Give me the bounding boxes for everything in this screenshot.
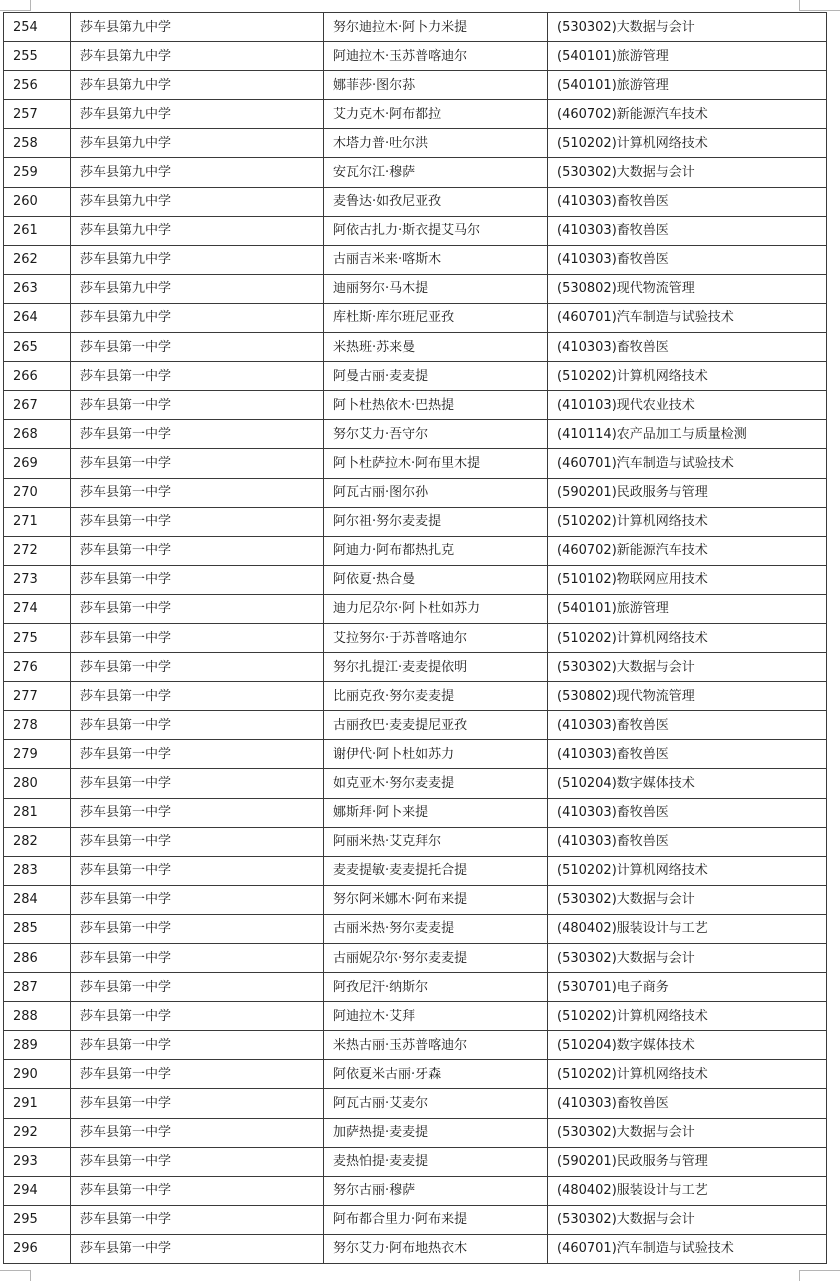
major-name: (530302)大数据与会计	[548, 653, 827, 682]
major-name: (540101)旅游管理	[548, 42, 827, 71]
school-name: 莎车县第一中学	[71, 1205, 324, 1234]
major-name: (530802)现代物流管理	[548, 682, 827, 711]
major-name: (460701)汽车制造与试验技术	[548, 449, 827, 478]
student-name: 阿瓦古丽·艾麦尔	[324, 1089, 548, 1118]
student-name: 阿瓦古丽·图尔孙	[324, 478, 548, 507]
table-row	[4, 420, 827, 449]
table-row	[4, 653, 827, 682]
school-name: 莎车县第一中学	[71, 769, 324, 798]
table-row	[4, 1205, 827, 1234]
row-number: 263	[4, 274, 71, 303]
student-name: 古丽米热·努尔麦麦提	[324, 914, 548, 943]
table-row	[4, 1234, 827, 1263]
table-row	[4, 1089, 827, 1118]
row-number: 259	[4, 158, 71, 187]
table-row	[4, 216, 827, 245]
row-number: 274	[4, 594, 71, 623]
student-name: 努尔艾力·吾守尔	[324, 420, 548, 449]
row-number: 275	[4, 623, 71, 652]
row-number: 285	[4, 914, 71, 943]
student-name: 阿曼古丽·麦麦提	[324, 362, 548, 391]
student-name: 艾拉努尔·于苏普喀迪尔	[324, 623, 548, 652]
major-name: (410303)畜牧兽医	[548, 216, 827, 245]
table-row	[4, 1176, 827, 1205]
table-row	[4, 449, 827, 478]
student-name: 如克亚木·努尔麦麦提	[324, 769, 548, 798]
table-row	[4, 478, 827, 507]
table-row	[4, 187, 827, 216]
student-name: 努尔扎提江·麦麦提依明	[324, 653, 548, 682]
table-row	[4, 594, 827, 623]
table-row	[4, 565, 827, 594]
row-number: 277	[4, 682, 71, 711]
school-name: 莎车县第一中学	[71, 856, 324, 885]
table-row	[4, 362, 827, 391]
school-name: 莎车县第一中学	[71, 333, 324, 362]
row-number: 296	[4, 1234, 71, 1263]
table-row	[4, 129, 827, 158]
major-name: (480402)服装设计与工艺	[548, 1176, 827, 1205]
row-number: 272	[4, 536, 71, 565]
row-number: 292	[4, 1118, 71, 1147]
student-name: 安瓦尔江·穆萨	[324, 158, 548, 187]
major-name: (410303)畜牧兽医	[548, 1089, 827, 1118]
row-number: 289	[4, 1031, 71, 1060]
major-name: (510202)计算机网络技术	[548, 362, 827, 391]
row-number: 270	[4, 478, 71, 507]
row-number: 291	[4, 1089, 71, 1118]
table-row	[4, 507, 827, 536]
school-name: 莎车县第一中学	[71, 623, 324, 652]
school-name: 莎车县第一中学	[71, 594, 324, 623]
roster-body	[4, 13, 827, 1264]
school-name: 莎车县第一中学	[71, 1176, 324, 1205]
major-name: (590201)民政服务与管理	[548, 1147, 827, 1176]
table-row	[4, 1031, 827, 1060]
row-number: 288	[4, 1002, 71, 1031]
school-name: 莎车县第九中学	[71, 245, 324, 274]
table-row	[4, 158, 827, 187]
row-number: 290	[4, 1060, 71, 1089]
major-name: (530302)大数据与会计	[548, 885, 827, 914]
student-name: 努尔迪拉木·阿卜力米提	[324, 13, 548, 42]
major-name: (530302)大数据与会计	[548, 944, 827, 973]
major-name: (530802)现代物流管理	[548, 274, 827, 303]
table-row	[4, 1147, 827, 1176]
school-name: 莎车县第一中学	[71, 449, 324, 478]
student-name: 阿卜杜热依木·巴热提	[324, 391, 548, 420]
student-name: 努尔古丽·穆萨	[324, 1176, 548, 1205]
table-row	[4, 245, 827, 274]
table-row	[4, 536, 827, 565]
row-number: 282	[4, 827, 71, 856]
major-name: (510202)计算机网络技术	[548, 856, 827, 885]
row-number: 269	[4, 449, 71, 478]
row-number: 271	[4, 507, 71, 536]
major-name: (410103)现代农业技术	[548, 391, 827, 420]
school-name: 莎车县第一中学	[71, 944, 324, 973]
major-name: (460701)汽车制造与试验技术	[548, 1234, 827, 1263]
student-name: 米热古丽·玉苏普喀迪尔	[324, 1031, 548, 1060]
school-name: 莎车县第一中学	[71, 362, 324, 391]
row-number: 294	[4, 1176, 71, 1205]
major-name: (530302)大数据与会计	[548, 1205, 827, 1234]
school-name: 莎车县第一中学	[71, 1147, 324, 1176]
school-name: 莎车县第一中学	[71, 1089, 324, 1118]
row-number: 255	[4, 42, 71, 71]
table-row	[4, 42, 827, 71]
table-row	[4, 391, 827, 420]
school-name: 莎车县第一中学	[71, 827, 324, 856]
student-name: 阿迪力·阿布都热扎克	[324, 536, 548, 565]
student-name: 迪力尼尕尔·阿卜杜如苏力	[324, 594, 548, 623]
table-row	[4, 827, 827, 856]
school-name: 莎车县第一中学	[71, 565, 324, 594]
major-name: (510204)数字媒体技术	[548, 1031, 827, 1060]
corner-mark-bottom-left	[0, 1270, 31, 1281]
table-row	[4, 914, 827, 943]
student-name: 阿依夏米古丽·牙森	[324, 1060, 548, 1089]
major-name: (410303)畜牧兽医	[548, 798, 827, 827]
school-name: 莎车县第一中学	[71, 1118, 324, 1147]
table-row	[4, 623, 827, 652]
student-name: 古丽妮尕尔·努尔麦麦提	[324, 944, 548, 973]
student-name: 阿依夏·热合曼	[324, 565, 548, 594]
row-number: 276	[4, 653, 71, 682]
student-name: 麦鲁达·如孜尼亚孜	[324, 187, 548, 216]
row-number: 295	[4, 1205, 71, 1234]
table-row	[4, 711, 827, 740]
school-name: 莎车县第一中学	[71, 1002, 324, 1031]
major-name: (460702)新能源汽车技术	[548, 536, 827, 565]
student-name: 加萨热提·麦麦提	[324, 1118, 548, 1147]
student-name: 阿依古扎力·斯衣提艾马尔	[324, 216, 548, 245]
student-name: 古丽吉米来·喀斯木	[324, 245, 548, 274]
school-name: 莎车县第九中学	[71, 303, 324, 332]
school-name: 莎车县第一中学	[71, 711, 324, 740]
student-name: 谢伊代·阿卜杜如苏力	[324, 740, 548, 769]
row-number: 265	[4, 333, 71, 362]
row-number: 262	[4, 245, 71, 274]
school-name: 莎车县第一中学	[71, 973, 324, 1002]
major-name: (410303)畜牧兽医	[548, 333, 827, 362]
row-number: 260	[4, 187, 71, 216]
row-number: 284	[4, 885, 71, 914]
table-row	[4, 944, 827, 973]
major-name: (510202)计算机网络技术	[548, 129, 827, 158]
school-name: 莎车县第一中学	[71, 507, 324, 536]
table-row	[4, 973, 827, 1002]
row-number: 257	[4, 100, 71, 129]
row-number: 278	[4, 711, 71, 740]
student-name: 努尔艾力·阿布地热衣木	[324, 1234, 548, 1263]
student-name: 米热班·苏来曼	[324, 333, 548, 362]
row-number: 267	[4, 391, 71, 420]
student-name: 努尔阿米娜木·阿布来提	[324, 885, 548, 914]
major-name: (540101)旅游管理	[548, 71, 827, 100]
student-name: 比丽克孜·努尔麦麦提	[324, 682, 548, 711]
school-name: 莎车县第一中学	[71, 391, 324, 420]
table-row	[4, 1002, 827, 1031]
student-roster-table	[3, 12, 827, 1264]
school-name: 莎车县第九中学	[71, 71, 324, 100]
school-name: 莎车县第九中学	[71, 100, 324, 129]
major-name: (510102)物联网应用技术	[548, 565, 827, 594]
row-number: 280	[4, 769, 71, 798]
student-name: 阿卜杜萨拉木·阿布里木提	[324, 449, 548, 478]
table-row	[4, 71, 827, 100]
table-row	[4, 274, 827, 303]
row-number: 281	[4, 798, 71, 827]
school-name: 莎车县第一中学	[71, 1031, 324, 1060]
row-number: 283	[4, 856, 71, 885]
student-name: 古丽孜巴·麦麦提尼亚孜	[324, 711, 548, 740]
school-name: 莎车县第一中学	[71, 653, 324, 682]
row-number: 293	[4, 1147, 71, 1176]
school-name: 莎车县第一中学	[71, 478, 324, 507]
major-name: (530302)大数据与会计	[548, 1118, 827, 1147]
major-name: (410303)畜牧兽医	[548, 740, 827, 769]
major-name: (510204)数字媒体技术	[548, 769, 827, 798]
table-row	[4, 682, 827, 711]
table-row	[4, 333, 827, 362]
row-number: 264	[4, 303, 71, 332]
major-name: (410114)农产品加工与质量检测	[548, 420, 827, 449]
student-name: 阿丽米热·艾克拜尔	[324, 827, 548, 856]
table-row	[4, 885, 827, 914]
major-name: (410303)畜牧兽医	[548, 187, 827, 216]
student-name: 木塔力普·吐尔洪	[324, 129, 548, 158]
student-name: 迪丽努尔·马木提	[324, 274, 548, 303]
school-name: 莎车县第九中学	[71, 274, 324, 303]
row-number: 256	[4, 71, 71, 100]
student-name: 娜菲莎·图尔荪	[324, 71, 548, 100]
school-name: 莎车县第一中学	[71, 885, 324, 914]
major-name: (510202)计算机网络技术	[548, 507, 827, 536]
student-name: 阿布都合里力·阿布来提	[324, 1205, 548, 1234]
school-name: 莎车县第九中学	[71, 42, 324, 71]
school-name: 莎车县第一中学	[71, 682, 324, 711]
student-name: 阿孜尼汗·纳斯尔	[324, 973, 548, 1002]
row-number: 254	[4, 13, 71, 42]
major-name: (410303)畜牧兽医	[548, 827, 827, 856]
school-name: 莎车县第九中学	[71, 129, 324, 158]
school-name: 莎车县第九中学	[71, 187, 324, 216]
table-row	[4, 856, 827, 885]
student-name: 阿迪拉木·艾拜	[324, 1002, 548, 1031]
table-row	[4, 100, 827, 129]
row-number: 273	[4, 565, 71, 594]
major-name: (480402)服装设计与工艺	[548, 914, 827, 943]
major-name: (510202)计算机网络技术	[548, 1060, 827, 1089]
school-name: 莎车县第一中学	[71, 536, 324, 565]
table-row	[4, 13, 827, 42]
row-number: 261	[4, 216, 71, 245]
table-row	[4, 303, 827, 332]
corner-mark-bottom-right	[799, 1270, 840, 1281]
school-name: 莎车县第一中学	[71, 740, 324, 769]
major-name: (530701)电子商务	[548, 973, 827, 1002]
major-name: (590201)民政服务与管理	[548, 478, 827, 507]
student-name: 阿迪拉木·玉苏普喀迪尔	[324, 42, 548, 71]
major-name: (460701)汽车制造与试验技术	[548, 303, 827, 332]
major-name: (410303)畜牧兽医	[548, 711, 827, 740]
school-name: 莎车县第九中学	[71, 158, 324, 187]
major-name: (510202)计算机网络技术	[548, 1002, 827, 1031]
major-name: (410303)畜牧兽医	[548, 245, 827, 274]
table-row	[4, 1060, 827, 1089]
school-name: 莎车县第一中学	[71, 1234, 324, 1263]
school-name: 莎车县第九中学	[71, 216, 324, 245]
student-name: 麦热怕提·麦麦提	[324, 1147, 548, 1176]
row-number: 287	[4, 973, 71, 1002]
student-name: 艾力克木·阿布都拉	[324, 100, 548, 129]
major-name: (530302)大数据与会计	[548, 158, 827, 187]
row-number: 268	[4, 420, 71, 449]
table-row	[4, 740, 827, 769]
row-number: 258	[4, 129, 71, 158]
student-name: 库杜斯·库尔班尼亚孜	[324, 303, 548, 332]
row-number: 279	[4, 740, 71, 769]
school-name: 莎车县第一中学	[71, 420, 324, 449]
row-number: 266	[4, 362, 71, 391]
student-name: 麦麦提敏·麦麦提托合提	[324, 856, 548, 885]
major-name: (540101)旅游管理	[548, 594, 827, 623]
school-name: 莎车县第一中学	[71, 914, 324, 943]
student-name: 阿尔祖·努尔麦麦提	[324, 507, 548, 536]
table-row	[4, 1118, 827, 1147]
major-name: (530302)大数据与会计	[548, 13, 827, 42]
corner-mark-top-left	[0, 0, 31, 11]
corner-mark-top-right	[799, 0, 840, 11]
school-name: 莎车县第九中学	[71, 13, 324, 42]
school-name: 莎车县第一中学	[71, 798, 324, 827]
major-name: (460702)新能源汽车技术	[548, 100, 827, 129]
major-name: (510202)计算机网络技术	[548, 623, 827, 652]
table-row	[4, 769, 827, 798]
table-row	[4, 798, 827, 827]
row-number: 286	[4, 944, 71, 973]
student-name: 娜斯拜·阿卜来提	[324, 798, 548, 827]
school-name: 莎车县第一中学	[71, 1060, 324, 1089]
